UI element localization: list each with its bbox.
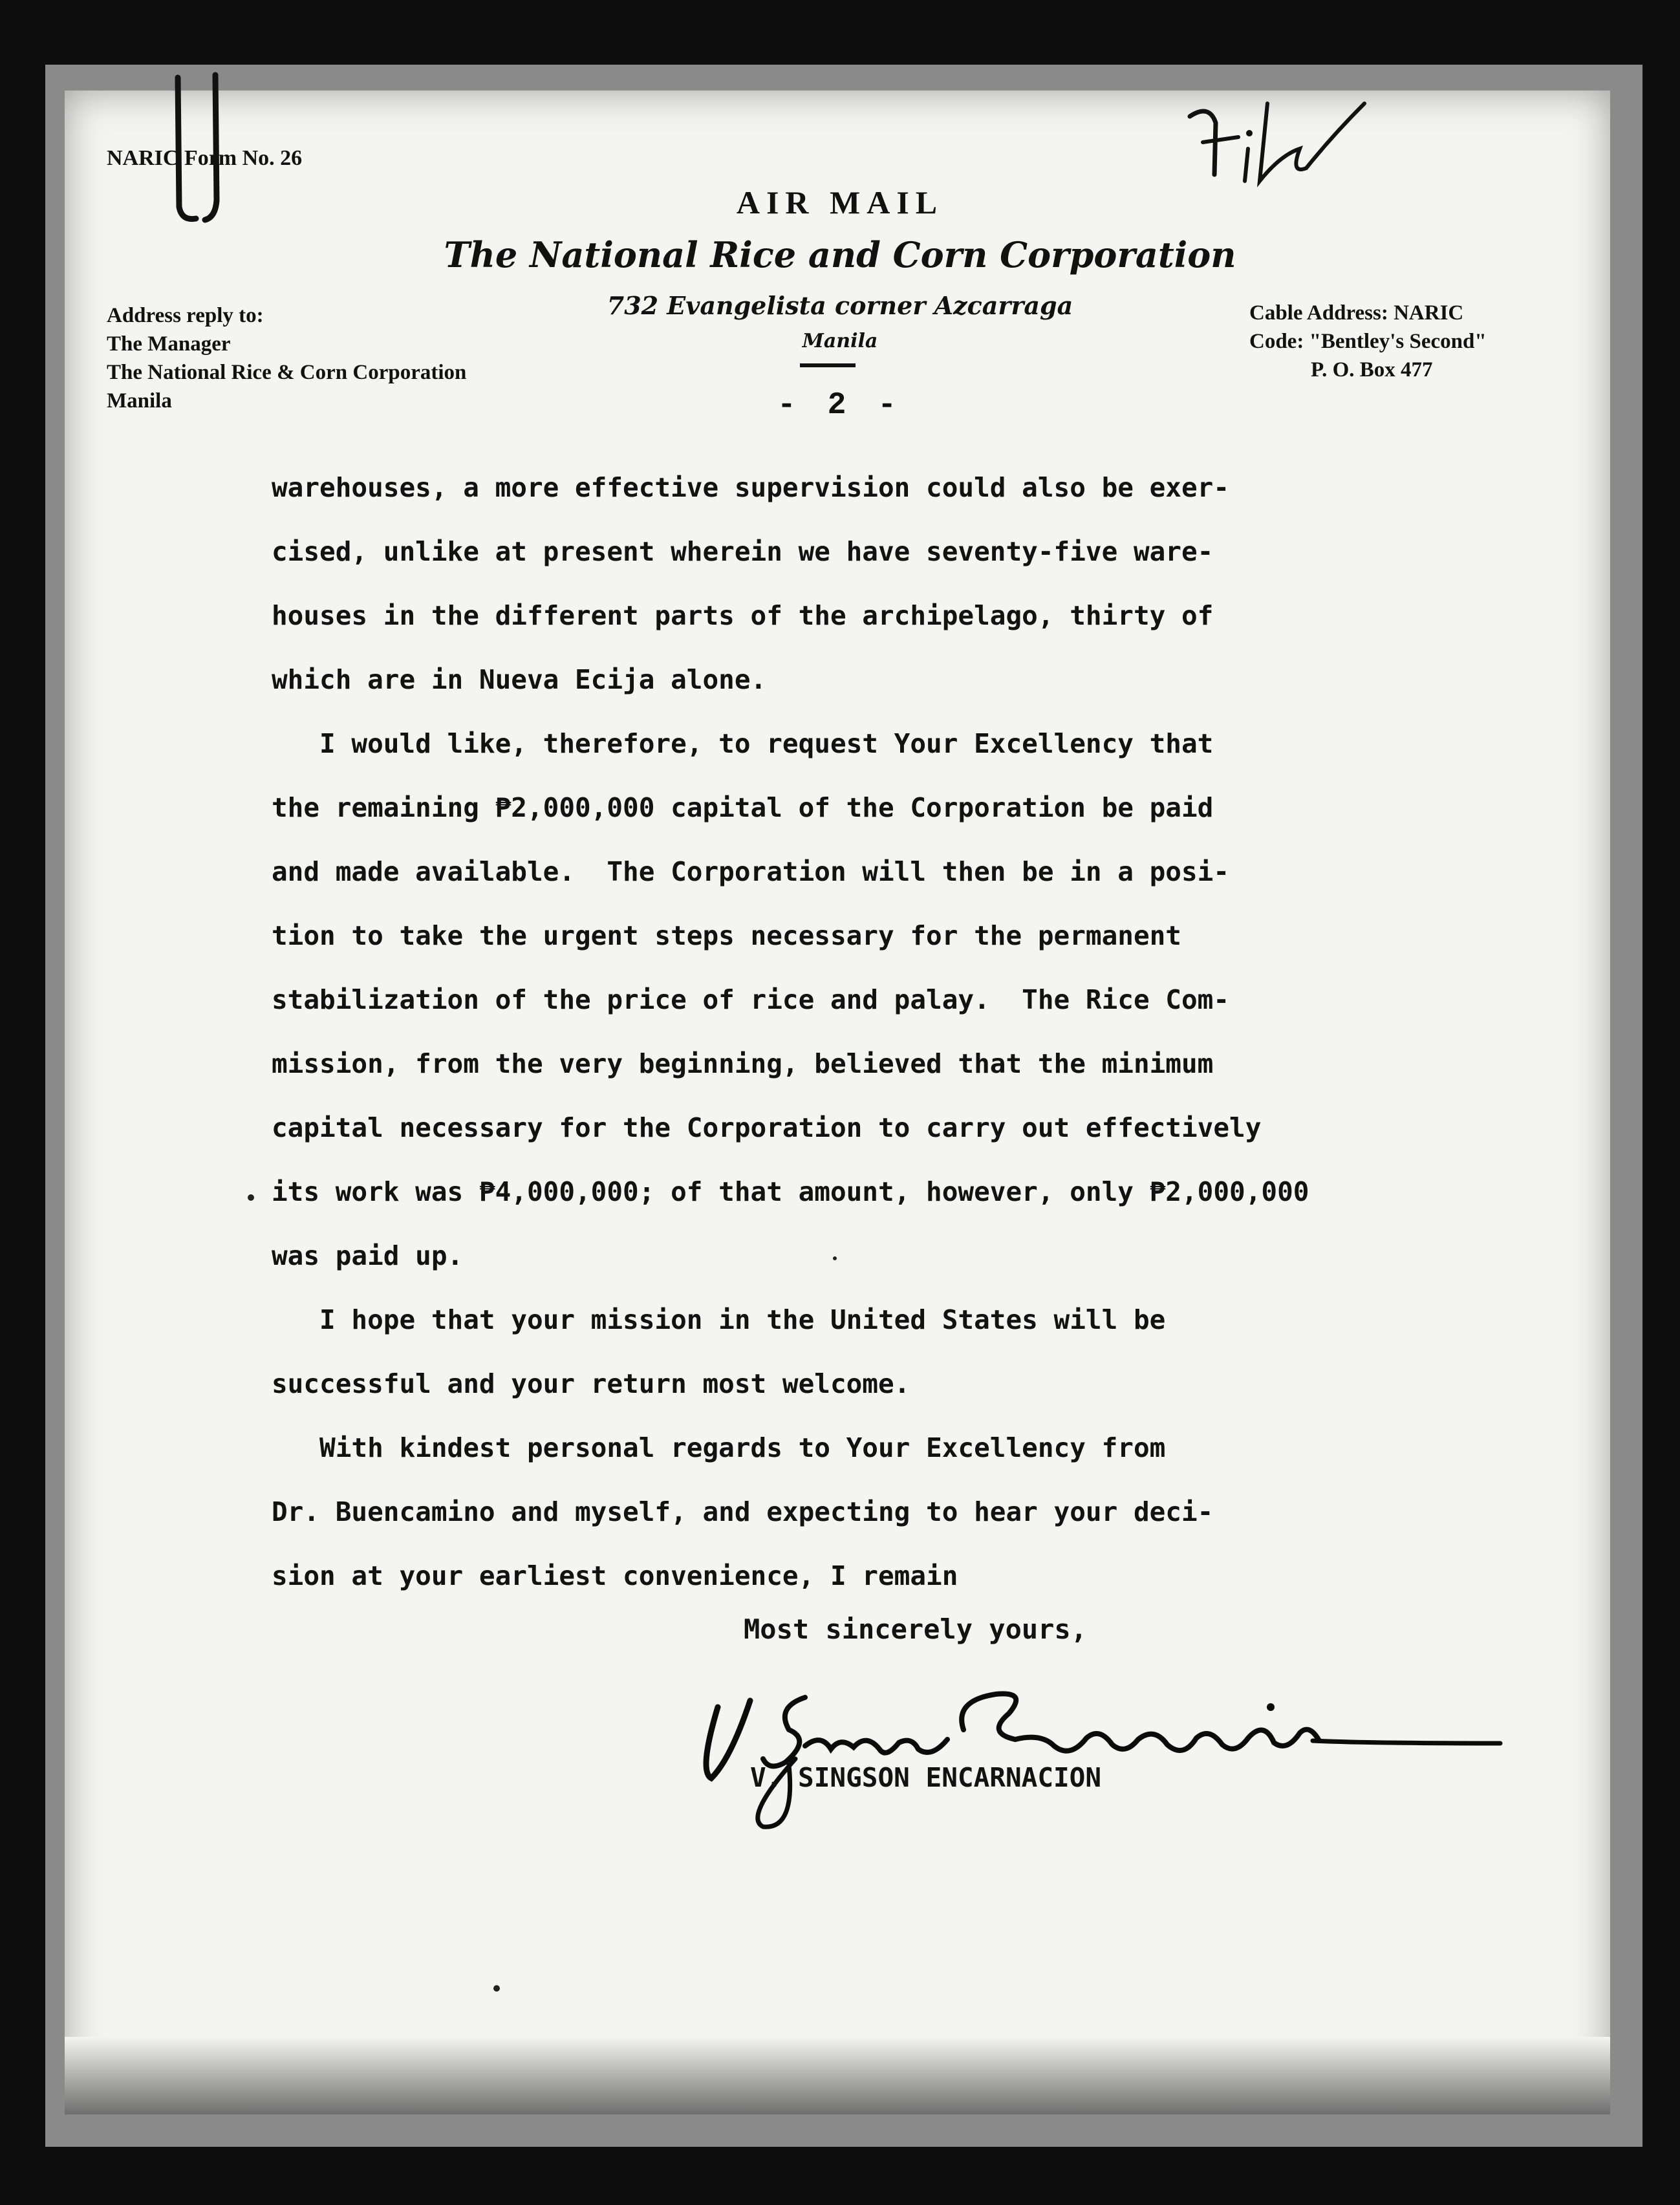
letter-body bbox=[272, 456, 1552, 1608]
body-line: stabilization of the price of rice and palay. The Rice Com- bbox=[272, 984, 1230, 1015]
body-line: the remaining ₱2,000,000 capital of the Corporation be paid bbox=[272, 792, 1214, 823]
stray-mark bbox=[248, 1194, 254, 1201]
form-number: NARIC Form No. 26 bbox=[107, 146, 303, 170]
reply-line: The National Rice & Corn Corporation bbox=[107, 361, 467, 384]
body-line: mission, from the very beginning, believed that the minimum bbox=[272, 1048, 1214, 1079]
handwritten-signature bbox=[692, 1668, 1533, 1836]
complimentary-close: Most sincerely yours, bbox=[744, 1613, 1088, 1645]
city-underline bbox=[800, 363, 856, 367]
reply-line: Manila bbox=[107, 389, 172, 413]
body-line: With kindest personal regards to Your Excellency from bbox=[272, 1432, 1166, 1463]
page-number: - 2 - bbox=[777, 388, 903, 423]
cable-line: Code: "Bentley's Second" bbox=[1249, 330, 1487, 353]
cable-line: P. O. Box 477 bbox=[1311, 358, 1433, 382]
cable-line: Cable Address: NARIC bbox=[1249, 301, 1464, 325]
signer-name: V. SINGSON ENCARNACION bbox=[750, 1762, 1102, 1793]
body-line: sion at your earliest convenience, I remain bbox=[272, 1560, 958, 1591]
page-shadow bbox=[65, 2037, 1610, 2114]
body-line: capital necessary for the Corporation to carry out effectively bbox=[272, 1112, 1262, 1143]
body-line: cised, unlike at present wherein we have seventy-five ware- bbox=[272, 536, 1214, 567]
body-line: was paid up. bbox=[272, 1240, 464, 1271]
body-line: warehouses, a more effective supervision could also be exer- bbox=[272, 472, 1230, 503]
corporation-city: Manila bbox=[802, 330, 878, 352]
body-line: which are in Nueva Ecija alone. bbox=[272, 664, 767, 695]
body-line: successful and your return most welcome. bbox=[272, 1368, 910, 1399]
stray-mark bbox=[833, 1256, 837, 1260]
body-line: Dr. Buencamino and myself, and expecting to hear your deci- bbox=[272, 1496, 1214, 1527]
stray-mark bbox=[493, 1985, 500, 1992]
air-mail-heading: AIR MAIL bbox=[736, 184, 944, 220]
corporation-name: The National Rice and Corn Corporation bbox=[444, 234, 1236, 275]
body-line: houses in the different parts of the archipelago, thirty of bbox=[272, 600, 1214, 631]
corporation-address: 732 Evangelista corner Azcarraga bbox=[607, 291, 1073, 320]
cable-info-block bbox=[1249, 299, 1487, 384]
reply-line: The Manager bbox=[107, 332, 231, 356]
body-line: I would like, therefore, to request Your Excellency that bbox=[272, 728, 1214, 759]
body-line: and made available. The Corporation will then be in a posi- bbox=[272, 856, 1230, 887]
body-line: tion to take the urgent steps necessary for the permanent bbox=[272, 920, 1181, 951]
body-line: I hope that your mission in the United States will be bbox=[272, 1304, 1166, 1335]
body-line: its work was ₱4,000,000; of that amount, however, only ₱2,000,000 bbox=[272, 1176, 1309, 1207]
reply-address-block bbox=[107, 301, 466, 415]
reply-line: Address reply to: bbox=[107, 304, 264, 327]
